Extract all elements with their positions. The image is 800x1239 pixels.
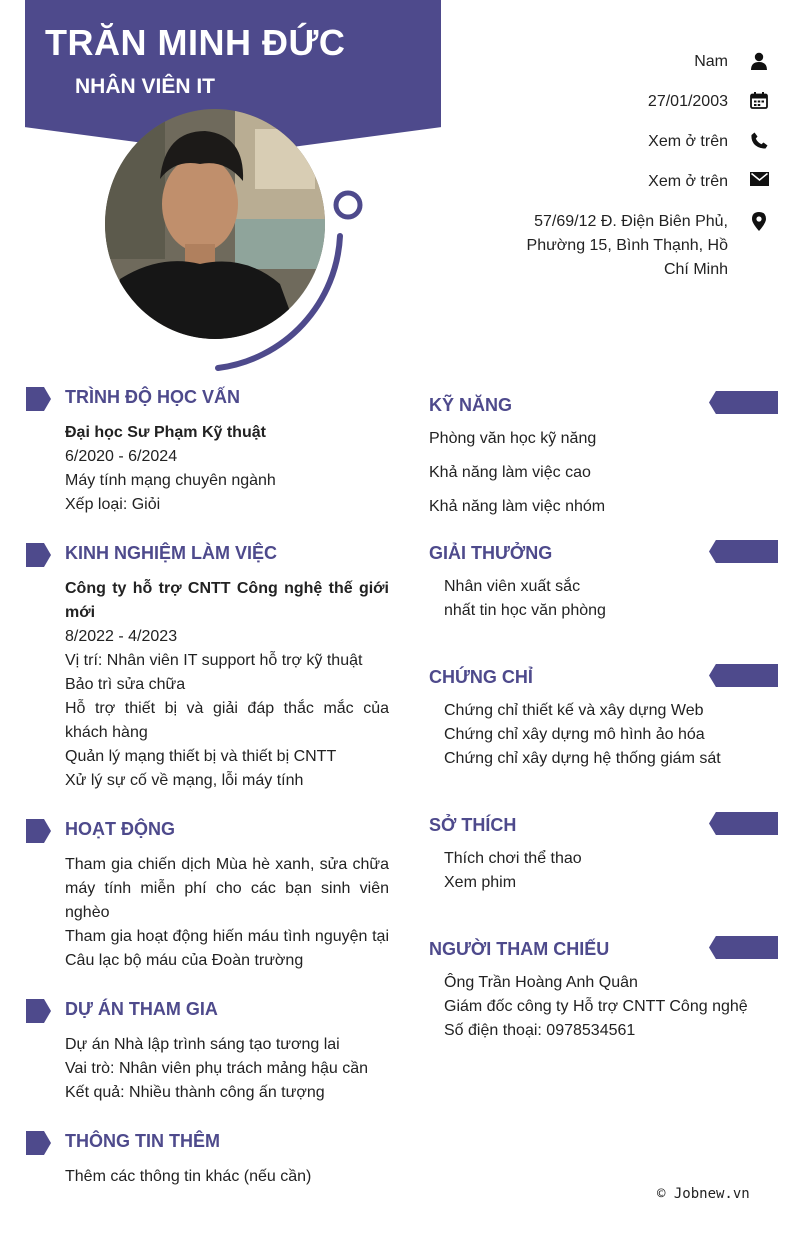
certificates-title: CHỨNG CHỈ <box>429 667 533 687</box>
experience-item: Bảo trì sửa chữa <box>65 676 186 693</box>
address-line: 57/69/12 Đ. Điện Biên Phủ, <box>534 213 728 230</box>
skills-title: KỸ NĂNG <box>429 395 513 415</box>
activities-section <box>65 853 389 973</box>
footer-copyright: © Jobnew.vn <box>657 1186 750 1202</box>
gender-text: Nam <box>694 53 728 70</box>
address-line: Chí Minh <box>663 261 728 278</box>
mail-icon <box>748 172 770 186</box>
email-text: Xem ở trên <box>648 173 728 190</box>
experience-item: Hỗ trợ thiết bị và giải đáp thắc mắc của khách hàng <box>65 700 389 741</box>
skill-item: Khả năng làm việc nhóm <box>429 498 606 515</box>
reference-position: Giám đốc công ty Hỗ trợ CNTT Công nghệ <box>444 998 748 1015</box>
activities-title: HOẠT ĐỘNG <box>65 819 175 839</box>
activity-item: Tham gia chiến dịch Mùa hè xanh, sửa chữa máy tính miễn phí cho các bạn sinh viên nghèo <box>65 856 389 921</box>
section-marker <box>26 1131 51 1155</box>
award-item: nhất tin học văn phòng <box>444 602 606 619</box>
section-marker <box>709 540 778 563</box>
address-line: Phường 15, Bình Thạnh, Hồ <box>526 237 728 254</box>
reference-phone: Số điện thoại: 0978534561 <box>444 1022 636 1039</box>
section-marker <box>26 819 51 843</box>
profile-photo <box>105 109 325 339</box>
education-school: Đại học Sư Phạm Kỹ thuật <box>65 424 266 441</box>
projects-title: DỰ ÁN THAM GIA <box>65 999 218 1019</box>
section-marker <box>26 387 51 411</box>
education-section <box>65 421 389 517</box>
hobbies-title: SỞ THÍCH <box>429 815 517 835</box>
reference-section <box>444 971 749 1043</box>
certificate-item: Chứng chỉ xây dựng mô hình ảo hóa <box>444 726 705 743</box>
education-period: 6/2020 - 6/2024 <box>65 448 178 465</box>
section-marker <box>709 936 778 959</box>
contact-email <box>648 170 770 194</box>
certificate-item: Chứng chỉ thiết kế và xây dựng Web <box>444 702 704 719</box>
more-info-text: Thêm các thông tin khác (nếu cần) <box>65 1168 312 1185</box>
person-icon <box>748 52 770 70</box>
address-text <box>527 210 728 282</box>
project-item: Kết quả: Nhiều thành công ấn tượng <box>65 1084 325 1101</box>
experience-item: Xử lý sự cố về mạng, lỗi máy tính <box>65 772 304 789</box>
contact-phone <box>648 130 770 154</box>
section-marker <box>709 812 778 835</box>
education-grade: Xếp loại: Giỏi <box>65 496 161 513</box>
section-marker <box>26 543 51 567</box>
certificates-section <box>444 699 749 771</box>
contact-gender <box>694 50 770 74</box>
skill-item: Phòng văn học kỹ năng <box>429 430 597 447</box>
awards-title: GIẢI THƯỞNG <box>429 543 553 563</box>
calendar-icon <box>748 92 770 109</box>
activity-item: Tham gia hoạt động hiến máu tình nguyện tại Câu lạc bộ máu của Đoàn trường <box>65 928 389 969</box>
candidate-name: TRĂN MINH ĐỨC <box>45 22 346 63</box>
more-info-title: THÔNG TIN THÊM <box>65 1131 220 1151</box>
projects-section <box>65 1033 389 1105</box>
hobbies-section <box>444 847 749 895</box>
phone-text: Xem ở trên <box>648 133 728 150</box>
hobby-item: Xem phim <box>444 874 517 891</box>
project-item: Dự án Nhà lập trình sáng tạo tương lai <box>65 1036 340 1053</box>
location-pin-icon <box>748 212 770 231</box>
section-marker <box>709 391 778 414</box>
experience-period: 8/2022 - 4/2023 <box>65 628 178 645</box>
birthday-text: 27/01/2003 <box>647 93 728 110</box>
award-item: Nhân viên xuất sắc <box>444 578 581 595</box>
education-title: TRÌNH ĐỘ HỌC VẤN <box>65 387 240 407</box>
certificate-item: Chứng chỉ xây dựng hệ thống giám sát <box>444 750 721 767</box>
phone-icon <box>748 132 770 149</box>
awards-section <box>444 575 749 623</box>
job-title: NHÂN VIÊN IT <box>75 75 216 98</box>
experience-title: KINH NGHIỆM LÀM VIỆC <box>65 543 278 563</box>
contact-birthday <box>648 90 770 114</box>
education-major: Máy tính mạng chuyên ngành <box>65 472 276 489</box>
reference-name: Ông Trần Hoàng Anh Quân <box>444 974 638 991</box>
experience-company: Công ty hỗ trợ CNTT Công nghệ thế giới mới <box>65 580 389 621</box>
reference-title: NGƯỜI THAM CHIẾU <box>429 939 610 959</box>
project-item: Vai trò: Nhân viên phụ trách mảng hậu cần <box>65 1060 368 1077</box>
section-marker <box>26 999 51 1023</box>
skill-item: Khả năng làm việc cao <box>429 464 591 481</box>
section-marker <box>709 664 778 687</box>
experience-item: Quản lý mạng thiết bị và thiết bị CNTT <box>65 748 337 765</box>
contact-address <box>527 210 770 282</box>
experience-section <box>65 577 389 793</box>
skills-section <box>429 427 749 519</box>
hobby-item: Thích chơi thể thao <box>444 850 582 867</box>
experience-item: Vị trí: Nhân viên IT support hỗ trợ kỹ thuật <box>65 652 363 669</box>
